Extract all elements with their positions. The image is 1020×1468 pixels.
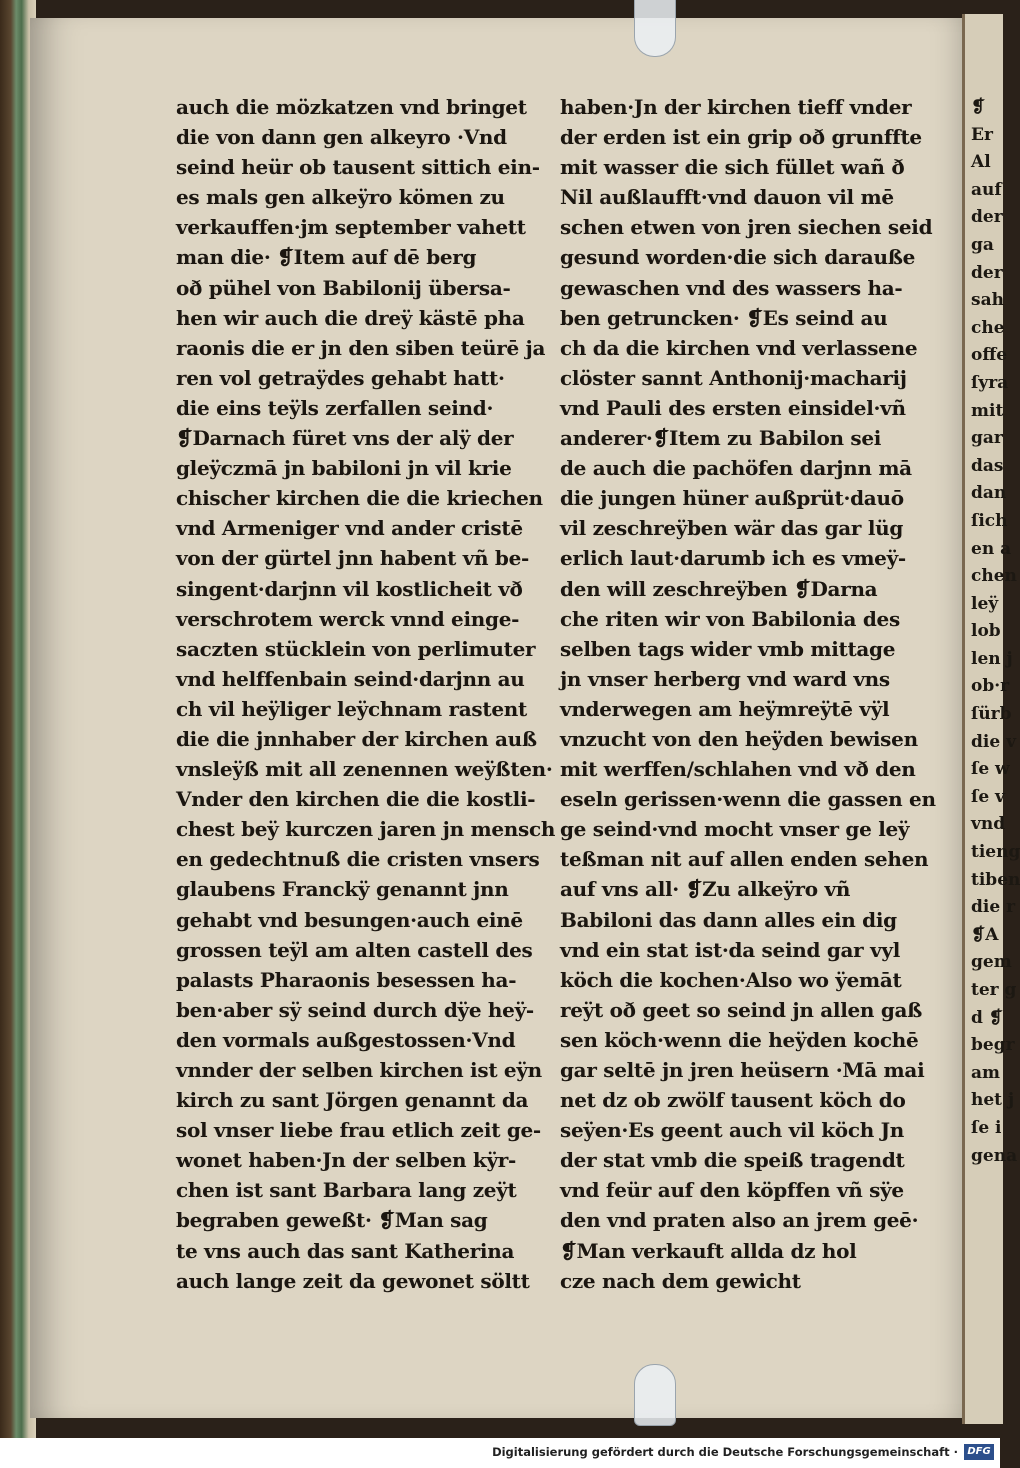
- fragment-line: der: [971, 262, 1003, 283]
- fragment-line: leÿ: [971, 593, 999, 614]
- fragment-line: Er: [971, 124, 993, 145]
- text-line: auf vns all· ❡Zu alkeÿro vñ: [560, 877, 851, 902]
- fragment-line: gar: [971, 428, 1003, 449]
- dfg-logo: DFG: [964, 1444, 994, 1460]
- text-line: vnd ein stat ist·da seind gar vyl: [560, 937, 901, 962]
- text-line: den will zeschreÿben ❡Darna: [560, 576, 878, 601]
- text-line: jn vnser herberg vnd ward vns: [560, 666, 890, 691]
- text-line: seÿen·Es geent auch vil köch Jn: [560, 1118, 905, 1143]
- text-line: es mals gen alkeÿro kömen zu: [176, 185, 505, 210]
- fragment-line: gena: [971, 1145, 1018, 1166]
- text-line: ch da die kirchen vnd verlassene: [560, 335, 918, 360]
- fragment-line: tiben: [971, 869, 1020, 890]
- fragment-line: len j: [971, 648, 1013, 669]
- text-line: raonis die er jn den siben teürē ja: [176, 335, 546, 360]
- text-line: seind heür ob tausent sittich ein-: [176, 155, 540, 180]
- text-line: singent·darjnn vil kostlicheit vð: [176, 576, 523, 601]
- next-page-fragment: [965, 14, 1020, 1170]
- fragment-line: am: [971, 1062, 1001, 1083]
- text-line: anderer·❡Item zu Babilon sei: [560, 426, 882, 451]
- text-line: eseln gerissen·wenn die gassen en: [560, 787, 936, 812]
- fragment-line: sah: [971, 290, 1004, 311]
- fragment-line: che: [971, 317, 1005, 338]
- text-line: ch vil heÿliger leÿchnam rastent: [176, 696, 527, 721]
- text-line: vnd helffenbain seind·darjnn au: [176, 666, 525, 691]
- text-line: die von dann gen alkeyro ·Vnd: [176, 125, 507, 150]
- fragment-line: ſyra: [971, 372, 1009, 393]
- text-line: mit wasser die sich füllet wañ ð: [560, 155, 905, 180]
- text-line: chen ist sant Barbara lang zeÿt: [176, 1178, 517, 1203]
- text-line: mit werffen/schlahen vnd vð den: [560, 757, 916, 782]
- text-line: vnd Pauli des ersten einsidel·vñ: [560, 395, 906, 420]
- fragment-line: ter g: [971, 980, 1017, 1000]
- text-line: gewaschen vnd des wassers ha-: [560, 275, 903, 300]
- text-line: vnd Armeniger vnd ander cristē: [176, 516, 523, 541]
- text-line: erlich laut·darumb ich es vmeÿ-: [560, 546, 906, 571]
- text-line: grossen teÿl am alten castell des: [176, 937, 533, 962]
- text-line: teßman nit auf allen enden sehen: [560, 847, 929, 872]
- fragment-line: auf: [971, 179, 1002, 200]
- text-line: auch lange zeit da gewonet söltt: [176, 1268, 530, 1293]
- text-line: vnzucht von den heÿden bewisen: [560, 726, 918, 751]
- fragment-line: tieng: [971, 842, 1020, 863]
- next-page-edge: [962, 14, 1020, 1424]
- fragment-line: ſich: [971, 510, 1008, 531]
- text-line: ❡Man verkauft allda dz hol: [560, 1238, 857, 1263]
- text-line: sol vnser liebe frau etlich zeit ge-: [176, 1118, 541, 1143]
- text-line: den vormals außgestossen·Vnd: [176, 1027, 516, 1052]
- fragment-line: begr: [971, 1035, 1015, 1056]
- text-line: selben tags wider vmb mittage: [560, 636, 896, 661]
- footer-bar: [0, 1438, 1000, 1468]
- text-line: oð pühel von Babilonij übersa-: [176, 275, 511, 300]
- text-line: gehabt vnd besungen·auch einē: [176, 907, 523, 932]
- text-line: ge seind·vnd mocht vnser ge leÿ: [560, 817, 910, 842]
- fragment-line: en a: [971, 538, 1012, 559]
- text-line: hen wir auch die dreÿ kästē pha: [176, 305, 525, 330]
- text-line: en gedechtnuß die cristen vnsers: [176, 847, 540, 872]
- text-line: ben getruncken· ❡Es seind au: [560, 305, 888, 330]
- right-text-column: [560, 92, 936, 1296]
- fragment-line: die v: [971, 731, 1016, 752]
- text-line: che riten wir von Babilonia des: [560, 606, 900, 631]
- text-line: die eins teÿls zerfallen seind·: [176, 395, 494, 420]
- text-line: verschrotem werck vnnd einge-: [176, 606, 520, 631]
- text-line: die die jnnhaber der kirchen auß: [176, 726, 537, 751]
- fragment-line: ſe v: [971, 786, 1005, 807]
- fragment-line: die r: [971, 897, 1016, 918]
- fragment-line: chen: [971, 566, 1017, 587]
- fragment-line: mit: [971, 400, 1004, 421]
- text-line: haben·Jn der kirchen tieff vnder: [560, 95, 912, 119]
- text-line: vnd feür auf den köpffen vñ sÿe: [560, 1178, 904, 1203]
- fragment-line: dan: [971, 483, 1007, 504]
- fragment-line: offe: [971, 345, 1008, 366]
- text-line: vnnder der selben kirchen ist eÿn: [176, 1058, 542, 1082]
- text-line: Vnder den kirchen die die kostli-: [176, 787, 536, 812]
- text-line: den vnd praten also an jrem geē·: [560, 1208, 919, 1233]
- text-line: chest beÿ kurczen jaren jn mensch: [176, 817, 556, 842]
- text-line: auch die mözkatzen vnd bringet: [176, 95, 527, 119]
- text-line: de auch die pachöfen darjnn mā: [560, 456, 912, 481]
- book-clip-bottom: [634, 1364, 676, 1426]
- left-text-column: [176, 92, 556, 1296]
- text-line: palasts Pharaonis besessen ha-: [176, 967, 517, 992]
- text-line: köch die kochen·Also wo ÿemāt: [560, 967, 902, 992]
- text-line: der stat vmb die speiß tragendt: [560, 1148, 905, 1173]
- text-line: ren vol getraÿdes gehabt hatt·: [176, 365, 505, 390]
- fragment-line: Al: [971, 152, 991, 173]
- text-line: ben·aber sÿ seind durch dÿe heÿ-: [176, 997, 534, 1022]
- text-line: schen etwen von jren siechen seid: [560, 215, 933, 240]
- text-line: chischer kirchen die die kriechen: [176, 486, 543, 511]
- fragment-line: ſe w: [971, 759, 1010, 780]
- text-line: begraben geweßt· ❡Man sag: [176, 1208, 488, 1233]
- text-line: die jungen hüner außprüt·dauō: [560, 486, 904, 511]
- text-line: cze nach dem gewicht: [560, 1268, 801, 1293]
- text-line: wonet haben·Jn der selben kÿr-: [176, 1148, 517, 1173]
- text-line: der erden ist ein grip oð grunffte: [560, 125, 922, 150]
- text-line: reÿt oð geet so seind jn allen gaß: [560, 997, 923, 1022]
- fragment-line: ſe i: [971, 1117, 1002, 1138]
- text-line: vnsleÿß mit all zenennen weÿßten·: [176, 757, 553, 782]
- text-line: verkauffen·jm september vahett: [176, 215, 526, 240]
- fragment-line: gem: [971, 952, 1012, 973]
- fragment-line: lob: [971, 621, 1001, 642]
- text-line: Babiloni das dann alles ein dig: [560, 907, 897, 932]
- fragment-line: vnd: [971, 814, 1006, 835]
- text-line: gleÿczmā jn babiloni jn vil krie: [176, 456, 512, 481]
- fragment-line: der: [971, 207, 1003, 228]
- text-line: clöster sannt Anthonij·macharij: [560, 365, 907, 390]
- funding-note: Digitalisierung gefördert durch die Deutsche Forschungsgemeinschaft ·: [492, 1445, 958, 1459]
- text-line: ❡Darnach füret vns der alÿ der: [176, 426, 514, 451]
- text-line: Nil außlaufft·vnd dauon vil mē: [560, 185, 894, 210]
- text-line: glaubens Franckÿ genannt jnn: [176, 877, 509, 902]
- fragment-line: das: [971, 455, 1004, 476]
- text-line: saczten stücklein von perlimuter: [176, 636, 536, 661]
- text-line: vnderwegen am heÿmreÿtē vÿl: [560, 696, 890, 721]
- fragment-line: ❡A: [971, 924, 999, 945]
- text-line: sen köch·wenn die heÿden kochē: [560, 1027, 919, 1052]
- fragment-line: ❡: [971, 97, 986, 117]
- text-line: kirch zu sant Jörgen genannt da: [176, 1088, 529, 1113]
- text-line: net dz ob zwölf tausent köch do: [560, 1088, 906, 1113]
- fragment-line: het j: [971, 1090, 1015, 1111]
- fragment-line: ga: [971, 234, 994, 255]
- fragment-line: ſürb: [971, 704, 1012, 725]
- book-clip-top: [634, 0, 676, 57]
- text-line: te vns auch das sant Katherina: [176, 1238, 515, 1263]
- fragment-line: ob·r: [971, 676, 1010, 697]
- text-line: von der gürtel jnn habent vñ be-: [176, 546, 530, 571]
- text-line: gesund worden·die sich darauße: [560, 245, 916, 270]
- text-line: gar seltē jn jren heüsern ·Mā mai: [560, 1058, 925, 1082]
- text-line: vil zeschreÿben wär das gar lüg: [560, 516, 904, 541]
- fragment-line: d ❡: [971, 1007, 1004, 1028]
- text-line: man die· ❡Item auf dē berg: [176, 245, 477, 270]
